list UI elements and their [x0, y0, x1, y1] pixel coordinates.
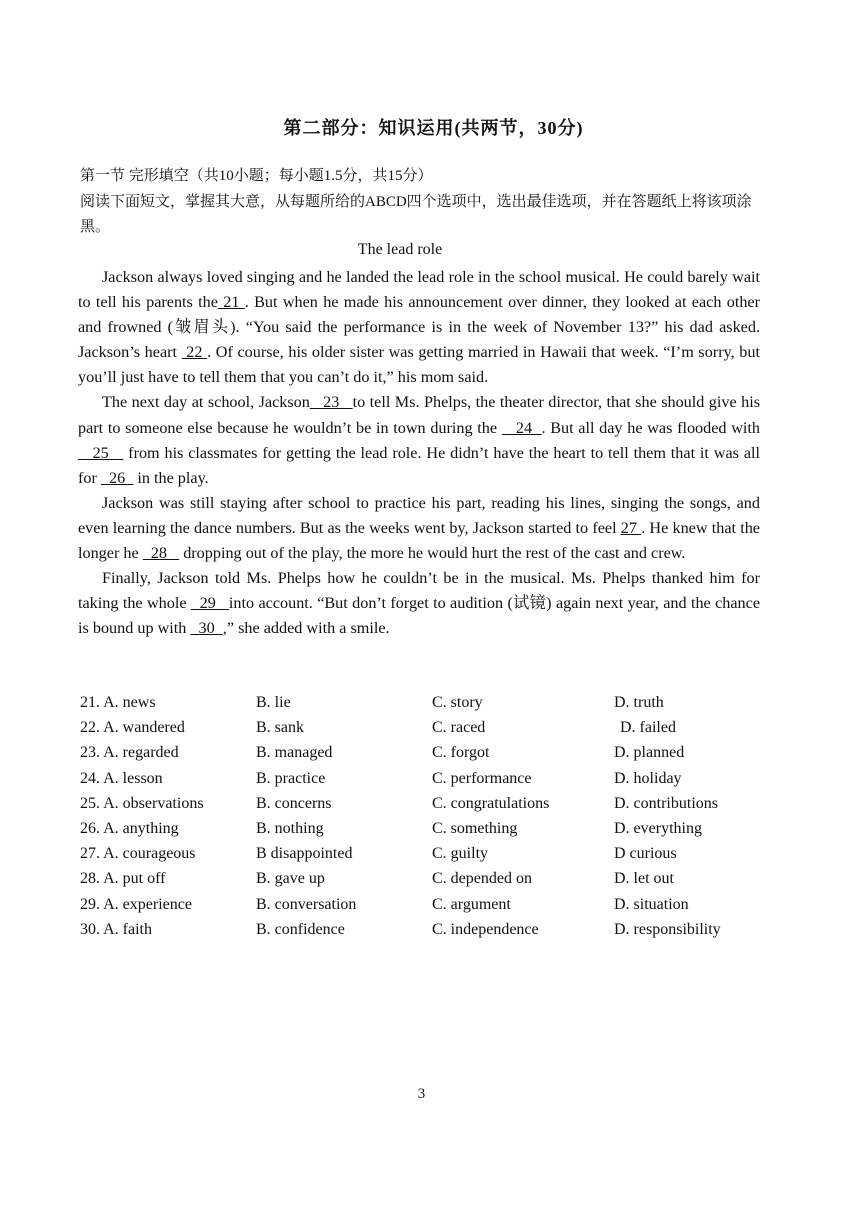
option-c: C. raced	[432, 719, 486, 737]
answer-options	[80, 694, 770, 946]
question-options-row	[80, 719, 770, 744]
option-b: B. conversation	[256, 895, 357, 913]
passage-text: . He knew that the longer he	[78, 518, 760, 563]
passage-text: Jackson always loved singing and he landed the lead role in the school musical. He could barely wait to tell his parents the	[78, 268, 760, 312]
option-a: 23. A. regarded	[80, 744, 179, 762]
question-options-row	[80, 870, 770, 895]
option-a: 30. A. faith	[80, 920, 152, 938]
passage	[78, 265, 760, 641]
passage-text: . But when he made his announcement over dinner, they looked at each other and frowned (皱眉头). “You said the performance is in the week of November 13?” his dad asked. Jackson’s heart	[78, 293, 760, 362]
answer-blank: 30	[190, 619, 223, 638]
passage-text: Jackson was still staying after school to practice his part, reading his lines, singing the songs, and even learning the dance numbers. But as the weeks went by, Jackson started to feel	[78, 493, 760, 537]
option-a: 22. A. wandered	[80, 719, 185, 737]
instructions: 阅读下面短文，掌握其大意，从每题所给的ABCD四个选项中，选出最佳选项，并在答题纸上将该项涂黑。	[80, 194, 752, 235]
question-options-row	[80, 896, 770, 921]
section-title: 第二部分：知识运用(共两节，30分)	[283, 118, 584, 138]
question-options-row	[80, 770, 770, 795]
option-d: D. holiday	[614, 769, 682, 787]
option-c: C. argument	[432, 895, 511, 913]
option-d: D. truth	[614, 694, 664, 711]
option-a: 27. A. courageous	[80, 845, 196, 863]
answer-blank: 25	[78, 443, 124, 462]
sub-section-title: 第一节 完形填空（共10小题；每小题1.5分，共15分）	[80, 168, 433, 184]
option-a: 29. A. experience	[80, 895, 192, 913]
passage-text: into account. “But don’t forget to audition (试镜) again next year, and the chance is bound up with	[78, 594, 761, 638]
option-c: C. story	[432, 694, 483, 711]
option-b: B. concerns	[256, 794, 332, 812]
option-d: D. everything	[614, 819, 702, 837]
option-b: B. lie	[256, 694, 291, 711]
passage-text: in the play.	[133, 468, 209, 487]
option-c: C. guilty	[432, 845, 489, 863]
option-a: 28. A. put off	[80, 870, 166, 888]
paragraph	[78, 390, 760, 490]
passage-text: ,” she added with a smile.	[222, 619, 390, 638]
passage-text: . Of course, his older sister was getting married in Hawaii that week. “I’m sorry, but you’ll just have to tell them that you can’t do it,” his mom said.	[78, 343, 760, 387]
option-c: C. independence	[432, 920, 539, 938]
passage-text: Finally, Jackson told Ms. Phelps how he couldn’t be in the musical. Ms. Phelps thanked him for taking the whole	[78, 569, 760, 613]
option-d: D. responsibility	[614, 920, 721, 938]
paragraph	[78, 491, 760, 566]
option-d: D. contributions	[614, 794, 718, 812]
question-options-row	[80, 820, 770, 845]
option-d: D. planned	[614, 744, 685, 762]
option-b: B. gave up	[256, 870, 325, 888]
option-d: D. situation	[614, 895, 689, 913]
option-c: C. depended on	[432, 870, 532, 888]
question-options-row	[80, 694, 770, 719]
question-options-row	[80, 921, 770, 946]
option-d: D. let out	[614, 870, 674, 888]
option-a: 25. A. observations	[80, 794, 204, 812]
answer-blank: 26	[100, 468, 134, 487]
passage-text: The next day at school, Jackson	[102, 393, 310, 412]
option-b: B. nothing	[256, 819, 324, 837]
answer-blank: 21	[217, 293, 245, 312]
option-b: B. practice	[256, 769, 326, 787]
option-c: C. something	[432, 819, 518, 837]
passage-text: from his classmates for getting the lead role. He didn’t have the heart to tell them that it was all for	[78, 443, 760, 487]
answer-blank: 24	[501, 418, 542, 437]
question-options-row	[80, 744, 770, 769]
passage-title: The lead role	[357, 241, 443, 258]
paragraph	[78, 566, 760, 641]
option-b: B. managed	[256, 744, 333, 762]
passage-text: dropping out of the play, the more he would hurt the rest of the cast and crew.	[179, 544, 686, 563]
answer-blank: 28	[142, 544, 180, 563]
option-c: C. performance	[432, 769, 532, 787]
option-c: C. congratulations	[432, 794, 550, 812]
option-d: D. failed	[620, 719, 676, 737]
option-d: D curious	[614, 845, 677, 863]
option-b: B disappointed	[256, 845, 353, 863]
option-c: C. forgot	[432, 744, 490, 762]
option-a: 21. A. news	[80, 694, 156, 711]
answer-blank: 22	[181, 343, 208, 362]
question-options-row	[80, 795, 770, 820]
paragraph	[78, 265, 760, 390]
passage-text: to tell Ms. Phelps, the theater director, that she should give his part to someone else because he wouldn’t be in town during the	[78, 393, 761, 437]
page-number: 3	[417, 1086, 426, 1102]
answer-blank: 29	[190, 594, 229, 613]
question-options-row	[80, 845, 770, 870]
option-b: B. sank	[256, 719, 304, 737]
option-a: 26. A. anything	[80, 819, 179, 837]
answer-blank: 27	[620, 518, 642, 537]
option-b: B. confidence	[256, 920, 345, 938]
answer-blank: 23	[309, 393, 353, 412]
option-a: 24. A. lesson	[80, 769, 163, 787]
passage-text: . But all day he was flooded with	[541, 418, 760, 437]
